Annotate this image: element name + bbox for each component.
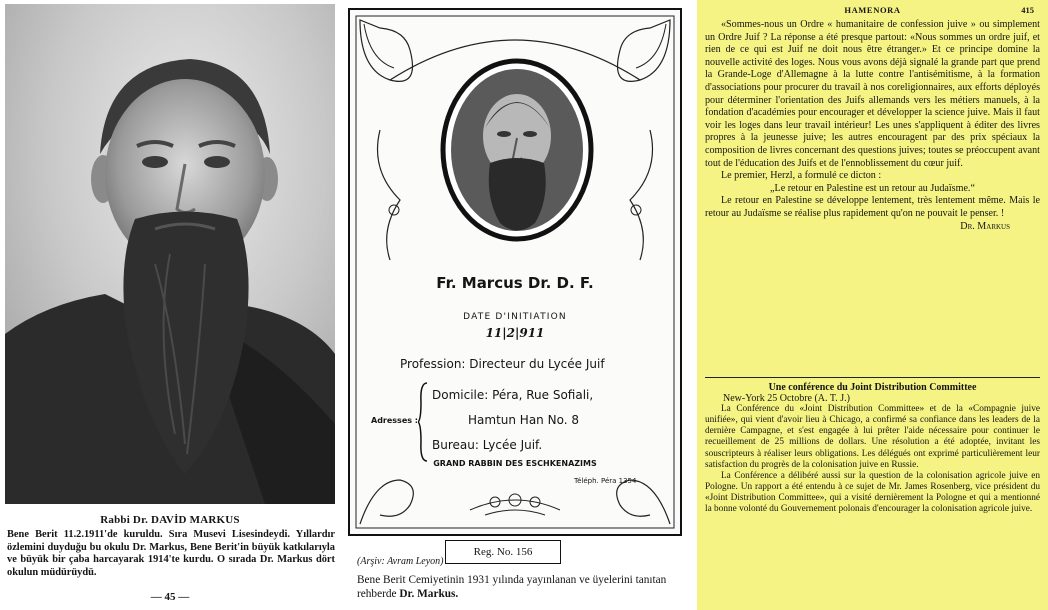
herzl-quote: „Le retour en Palestine est un retour au Judaïsme.“ — [770, 182, 975, 194]
card-domicile: Domicile: Péra, Rue Sofiali, — [432, 388, 594, 402]
card-initiation-date: 11|2|911 — [485, 326, 545, 340]
article-joint-committee — [705, 382, 1040, 515]
card-date-label: DATE D'INITIATION — [463, 312, 567, 322]
card-grand-rabbin: GRAND RABBIN DES ESCHKENAZIMS — [433, 459, 597, 468]
article-title: Une conférence du Joint Distribution Committee — [768, 382, 977, 393]
card-telephone: Téléph. Péra 1354 — [574, 477, 637, 485]
newspaper-page — [705, 5, 1040, 605]
card-caption-name: Dr. Markus. — [399, 588, 459, 600]
card-caption-text: Bene Berit Cemiyetinin 1931 yılında yayınlanan ve üyelerini tanıtan rehberde — [357, 574, 667, 600]
photo-caption-title: Rabbi Dr. DAVİD MARKUS — [100, 514, 240, 526]
card-address-label: Adresses : — [371, 416, 418, 425]
card-domicile-building: Hamtun Han No. 8 — [468, 413, 579, 427]
article-markus — [705, 19, 1040, 233]
right-column-clipping — [697, 0, 1048, 610]
middle-column — [343, 0, 693, 610]
newspaper-header — [705, 5, 1040, 18]
article-paragraph: Le retour en Palestine se développe lentement, très lentement même. Mais le retour au Judaïsme se réalise plus rapidement qu'on ne pouvait le penser. ! — [705, 195, 1040, 219]
article-signature: Dr. Markus — [960, 220, 1010, 232]
card-profession: Profession: Directeur du Lycée Juif — [400, 357, 605, 371]
left-column — [0, 0, 340, 610]
article-paragraph: La Conférence a délibéré aussi sur la question de la colonisation agricole juive en Pologne. Un rapport a été entendu à ce sujet de Mr. James Rosenberg, vice président du «Joint Distribution Committee», qui a visité dernièrement la Pologne et qui a mentionné la bonne volonté du Gouvernement polonais d'encourager la colonisation agricole juive. — [705, 470, 1040, 515]
rabbi-photo — [5, 4, 335, 504]
card-bureau: Bureau: Lycée Juif. — [432, 438, 543, 452]
card-portrait — [440, 58, 594, 242]
membership-card — [348, 8, 682, 536]
page-number: — 45 — — [150, 591, 190, 603]
article-paragraph: La Conférence du «Joint Distribution Committee» et de la «Compagnie juive unifiée», qui vient d'avoir lieu à Chicago, a confirmé sa confiance dans les leaders de la dernière Campagne, et s'est engagée à lui prêter l'aide nécessaire pour continuer le recueillement de 25 millions de dollars. Une résolution a été adoptée, invitant les souscripteurs à réaliser leurs obligations. Les délégués ont exprimé particulièrement leur satisfaction du progrès de la colonisation juive en Russie. — [705, 404, 1040, 470]
card-brace — [418, 382, 428, 462]
card-member-name: Fr. Marcus Dr. D. F. — [436, 274, 594, 292]
newspaper-page-number: 415 — [1021, 5, 1034, 15]
article-paragraph: «Sommes-nous un Ordre « humanitaire de confession juive » ou simplement un Ordre Juif ? La réponse a été presque partout: «Nous sommes un ordre juif, et rien de ce qui est Juif ne doit nous être étranger.» Et ce principe domine la nouvelle activité des loges. Nous vous avons déjà signalé la grande part que prend la Grande-Loge d'Allemagne à la lutte contre l'antisémitisme, à la formation d'associations pour procurer du travail à nos coreligionnaires, aux efforts déployés pour déterminer l'orientation des Juifs allemands vers les métiers manuels, à la fondation d'académies pour encourager et développer la science juive. Mais il faut voir les loges dans leur travail intérieur! Les unes s'appliquent à éditer des livres propres à la jeunesse juive; les autres encouragent par des prix spéciaux la composition de livres concernant des questions juives; toutes se préoccupent avant tout de l'éducation des Juifs et de l'ennoblissement du cœur juif. — [705, 19, 1040, 169]
card-registration-number: Reg. No. 156 — [445, 540, 561, 564]
newspaper-title: HAMENORA — [844, 5, 901, 15]
photo-caption-text: Bene Berit 11.2.1911'de kuruldu. Sıra Musevi Lisesindeydi. Yıllardır özlemini duyduğu bu okulu Dr. Markus, Bene Berit'in büyük katkılarıyla ve büyük bir çaba harcayarak 1914'te kurdu. O sırada Dr. Markus dört okulun müdürüydü. — [7, 529, 335, 578]
article-dateline: New-York 25 Octobre (A. T. J.) — [723, 393, 850, 405]
card-caption — [357, 573, 687, 601]
article-paragraph: Le premier, Herzl, a formulé ce dicton : — [721, 170, 882, 182]
article-divider — [705, 377, 1040, 378]
archive-credit: (Arşiv: Avram Leyon) — [357, 556, 444, 567]
